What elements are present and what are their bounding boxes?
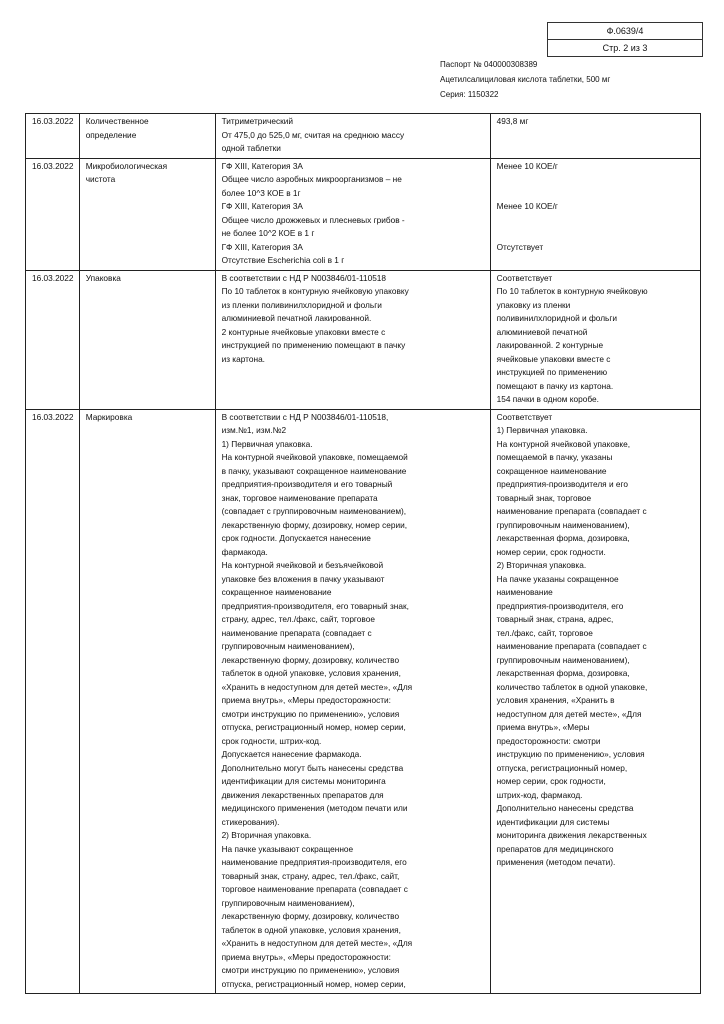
test-name-cell [79, 270, 215, 409]
result-line: группировочным наименованием), [496, 519, 630, 530]
result-line: лакированной. 2 контурные [496, 340, 604, 350]
specification-line: «Хранить в недоступном для детей месте», «Для [221, 681, 413, 692]
test-name-cell [79, 409, 215, 994]
result-line: товарный знак, страна, адрес, [496, 614, 614, 624]
specification-cell [215, 114, 490, 159]
table-row [26, 158, 701, 270]
date-cell [26, 270, 80, 409]
specification-line: товарный знак, страну, адрес, тел./факс, сайт, [221, 870, 400, 881]
test-name-line: чистота [85, 174, 116, 184]
specification-cell [215, 158, 490, 270]
specification-line: не более 10^2 КОЕ в 1 г [221, 228, 315, 238]
result-line: количество таблеток в одной упаковке, [496, 681, 648, 692]
specification-line: приема внутрь», «Меры предосторожности: [221, 695, 391, 705]
result-line: лекарственная форма, дозировка, [496, 533, 630, 543]
specification-line: лекарственную форму, дозировку, номер серии, [221, 519, 408, 530]
form-code: Ф.0639/4 [606, 26, 644, 36]
page-number: Стр. 2 из 3 [548, 39, 702, 56]
result-line: ячейковые упаковки вместе с [496, 353, 611, 364]
specification-line: отпуска, регистрационный номер, номер серии, [221, 722, 406, 732]
specification-line: смотри инструкцию по применению», условия [221, 965, 400, 975]
result-line: На пачке указаны сокращенное [496, 573, 619, 584]
result-line: группировочным наименованием), [496, 654, 630, 665]
result-line: предосторожности: смотри [496, 735, 601, 746]
test-name-line: Упаковка [85, 272, 121, 283]
result-line: номер серии, срок годности, [496, 776, 606, 786]
date-text: 16.03.2022 [32, 116, 74, 126]
specification-line: Титриметрический [221, 116, 294, 126]
test-results-table [25, 113, 701, 994]
result-line: 2) Вторичная упаковка. [496, 560, 587, 570]
specification-line: лекарственную форму, дозировку, количество [221, 654, 400, 665]
specification-line: алюминиевой печатной лакированной. [221, 313, 372, 323]
result-line: предприятия-производителя, его [496, 600, 624, 611]
specification-line: стикерования). [221, 816, 280, 827]
specification-line: предприятия-производителя, его товарный знак, [221, 600, 409, 611]
result-line: штрих-код, фармакод. [496, 789, 583, 800]
specification-cell [215, 409, 490, 994]
specification-line: «Хранить в недоступном для детей месте», «Для [221, 938, 413, 948]
result-line: помещаемой в пачку, указаны [496, 452, 613, 462]
result-line: Менее 10 КОЕ/г [496, 201, 558, 211]
result-line: Дополнительно нанесены средства [496, 803, 634, 813]
result-line: сокращенное наименование [496, 465, 607, 476]
result-line: 154 пачки в одном коробе. [496, 394, 599, 404]
result-line: недоступном для детей месте», «Для [496, 708, 642, 719]
result-line: алюминиевой печатной [496, 326, 588, 337]
specification-line: одной таблетки [221, 143, 281, 153]
table-row [26, 409, 701, 994]
result-line: По 10 таблеток в контурную ячейковую [496, 286, 648, 296]
specification-line: таблеток в одной упаковке, условия хранения, [221, 924, 401, 935]
specification-line: лекарственную форму, дозировку, количество [221, 911, 400, 921]
result-cell [490, 409, 700, 994]
specification-line: смотри инструкцию по применению», условия [221, 708, 400, 719]
document-header [440, 57, 610, 102]
result-line: препаратов для медицинского [496, 843, 614, 854]
date-cell [26, 409, 80, 994]
specification-line: из пленки поливинилхлоридной и фольги [221, 299, 382, 310]
result-line: приема внутрь», «Меры [496, 722, 590, 732]
test-name-line: Маркировка [85, 411, 133, 422]
specification-line: ГФ XIII, Категория 3А [221, 201, 303, 211]
date-text: 16.03.2022 [32, 411, 74, 422]
specification-line: сокращенное наименование [221, 587, 332, 597]
product-name: Ацетилсалициловая кислота таблетки, 500 мг [440, 75, 611, 84]
specification-line: На пачке указывают сокращенное [221, 843, 354, 854]
specification-line: фармакода. [221, 546, 268, 557]
specification-line: знак, торговое наименование препарата [221, 492, 378, 503]
specification-line: По 10 таблеток в контурную ячейковую упаковку [221, 286, 409, 296]
specification-line: срок годности. Допускается нанесение [221, 533, 371, 543]
result-line: 1) Первичная упаковка. [496, 425, 588, 435]
specification-line: Общее число дрожжевых и плесневых грибов - [221, 214, 405, 225]
result-cell [490, 270, 700, 409]
date-text: 16.03.2022 [32, 160, 74, 171]
table-row [26, 114, 701, 159]
result-line: мониторинга движения лекарственных [496, 830, 647, 840]
date-cell [26, 114, 80, 159]
specification-cell [215, 270, 490, 409]
result-line: 493,8 мг [496, 116, 529, 126]
result-line: инструкцией по применению [496, 367, 608, 377]
result-line: Соответствует [496, 411, 553, 422]
specification-line: таблеток в одной упаковке, условия хранения, [221, 668, 401, 678]
specification-line: Отсутствие Escherichia coli в 1 г [221, 255, 345, 265]
specification-line: В соответствии с НД Р N003846/01-110518, [221, 411, 389, 422]
specification-line: инструкцией по применению помещают в пачку [221, 340, 406, 350]
result-line: наименование [496, 587, 553, 597]
result-line: упаковку из пленки [496, 299, 571, 310]
result-line [497, 214, 695, 228]
specification-line: 2 контурные ячейковые упаковки вместе с [221, 326, 386, 337]
specification-line: страну, адрес, тел./факс, сайт, торговое [221, 614, 375, 624]
result-line [497, 187, 695, 201]
result-line: Соответствует [496, 272, 553, 283]
specification-line: медицинского применения (методом печати или [221, 803, 408, 813]
specification-line: изм.№1, изм.№2 [221, 425, 287, 435]
specification-line: (совпадает с группировочным наименованием), [221, 506, 407, 516]
specification-line: движения лекарственных препаратов для [221, 789, 384, 800]
result-line: предприятия-производителя и его [496, 479, 628, 489]
specification-line: Дополнительно могут быть нанесены средства [221, 762, 404, 773]
specification-line: торговое наименование препарата (совпадает с [221, 884, 408, 894]
result-line: наименование препарата (совпадает с [496, 641, 647, 651]
specification-line: От 475,0 до 525,0 мг, считая на среднюю массу [221, 129, 405, 140]
result-line: условия хранения, «Хранить в [496, 695, 615, 705]
test-name-line: Микробиологическая [85, 160, 168, 171]
result-line [497, 173, 695, 187]
result-line: На контурной ячейковой упаковке, [496, 438, 631, 449]
specification-line: идентификации для системы мониторинга [221, 776, 386, 786]
result-line [497, 227, 695, 241]
result-line: поливинилхлоридной и фольги [496, 313, 618, 323]
specification-line: приема внутрь», «Меры предосторожности: [221, 951, 391, 962]
result-line: Менее 10 КОЕ/г [496, 160, 558, 171]
result-line: идентификации для системы [496, 816, 610, 827]
date-text: 16.03.2022 [32, 272, 74, 283]
result-line: помещают в пачку из картона. [496, 380, 614, 391]
result-line: номер серии, срок годности. [496, 546, 606, 557]
specification-line: отпуска, регистрационный номер, номер серии, [221, 978, 406, 989]
specification-line: более 10^3 КОЕ в 1г [221, 187, 301, 198]
result-line: применения (методом печати). [496, 857, 616, 867]
result-line: инструкцию по применению», условия [496, 749, 645, 759]
result-line: товарный знак, торговое [496, 492, 592, 503]
series-number: Серия: 1150322 [440, 90, 499, 99]
specification-line: из картона. [221, 353, 265, 364]
specification-line: срок годности, штрих-код. [221, 735, 322, 746]
specification-line: 2) Вторичная упаковка. [221, 830, 312, 840]
result-line: лекарственная форма, дозировка, [496, 668, 630, 678]
specification-line: группировочным наименованием), [221, 897, 355, 908]
result-line: наименование препарата (совпадает с [496, 506, 647, 516]
passport-number: Паспорт № 040000308389 [440, 60, 538, 69]
specification-line: Общее число аэробных микроорганизмов – не [221, 174, 402, 184]
specification-line: группировочным наименованием), [221, 641, 355, 651]
specification-line: упаковке без вложения в пачку указывают [221, 573, 385, 584]
specification-line: На контурной ячейковой и безъячейковой [221, 560, 384, 570]
specification-line: Допускается нанесение фармакода. [221, 749, 362, 759]
result-line: тел./факс, сайт, торговое [496, 627, 593, 638]
specification-line: На контурной ячейковой упаковке, помещаемой [221, 452, 408, 462]
table-row [26, 270, 701, 409]
result-cell [490, 114, 700, 159]
specification-line: 1) Первичная упаковка. [221, 438, 313, 449]
test-name-cell [79, 114, 215, 159]
specification-line: в пачку, указывают сокращенное наименование [221, 465, 407, 476]
specification-line: ГФ XIII, Категория 3А [221, 160, 303, 171]
result-cell [490, 158, 700, 270]
specification-line: ГФ XIII, Категория 3А [221, 241, 303, 252]
specification-line: наименование препарата (совпадает с [221, 627, 372, 638]
specification-line: В соответствии с НД Р N003846/01-110518 [221, 272, 387, 283]
test-name-line: определение [85, 129, 137, 140]
test-name-line: Количественное [85, 116, 149, 126]
specification-line: предприятия-производителя и его товарный [221, 479, 393, 489]
specification-line: наименование предприятия-производителя, его [221, 857, 407, 867]
form-code-box [547, 22, 703, 57]
result-line: Отсутствует [496, 241, 544, 252]
date-cell [26, 158, 80, 270]
result-line: отпуска, регистрационный номер, [496, 762, 628, 773]
test-name-cell [79, 158, 215, 270]
